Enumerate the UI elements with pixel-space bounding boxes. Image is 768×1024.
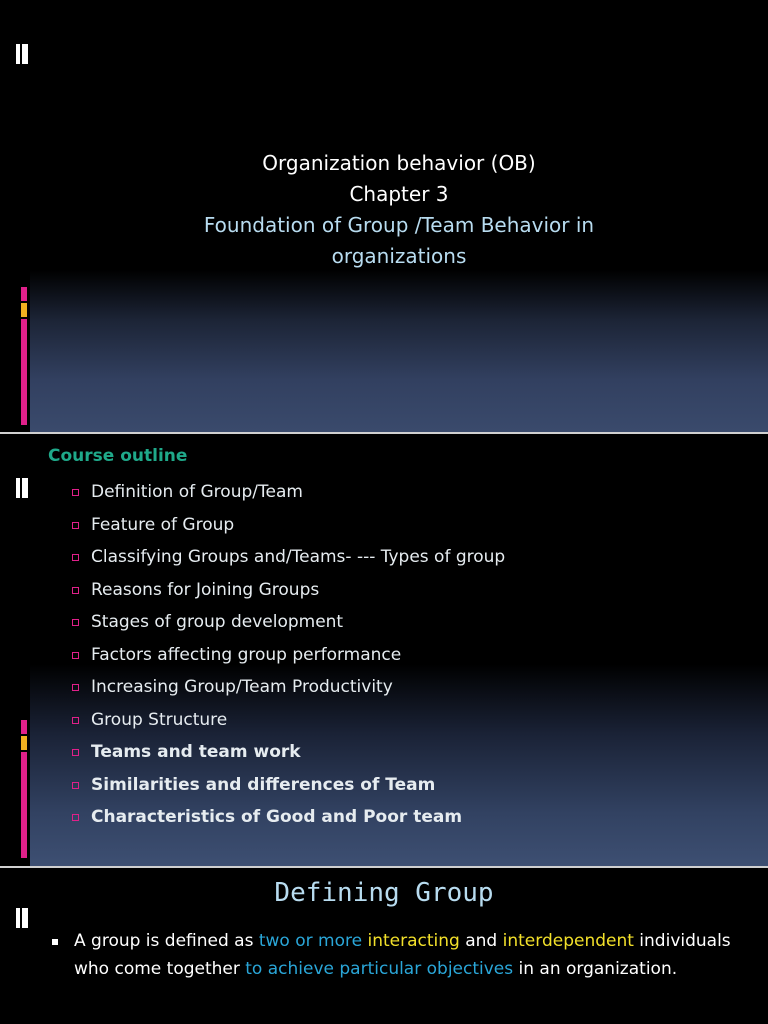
slide-marker-icon: [16, 908, 28, 928]
highlight-interdependent: interdependent: [502, 931, 634, 951]
outline-item: Increasing Group/Team Productivity: [72, 671, 505, 704]
outline-item: Reasons for Joining Groups: [72, 574, 505, 607]
outline-item: Definition of Group/Team: [72, 476, 505, 509]
outline-item: Group Structure: [72, 704, 505, 737]
slide-marker-icon: [16, 478, 28, 498]
slide-marker-icon: [16, 44, 28, 64]
outline-item: Feature of Group: [72, 509, 505, 542]
definition-slide: [0, 868, 768, 1024]
course-title: Organization behavior (OB): [262, 151, 536, 175]
highlight-objectives: to achieve particular objectives: [245, 958, 514, 979]
highlight-two-or-more: two or more: [258, 931, 363, 951]
outline-list: [72, 476, 505, 834]
chapter-subtitle-line2: organizations: [331, 244, 467, 268]
outline-item: Similarities and differences of Team: [72, 769, 505, 802]
outline-item: Factors affecting group performance: [72, 639, 505, 672]
outline-slide: [0, 434, 768, 866]
outline-item: Characteristics of Good and Poor team: [72, 801, 505, 834]
text-run: A group is defined as: [74, 931, 259, 951]
text-run: individuals who come together: [74, 931, 731, 979]
text-run: and: [459, 931, 503, 951]
slide-title: Defining Group: [274, 878, 494, 908]
chapter-label: Chapter 3: [349, 182, 449, 206]
chapter-subtitle-line1: Foundation of Group /Team Behavior in: [203, 213, 595, 237]
highlight-interacting: interacting: [367, 931, 460, 951]
text-run: in an organization.: [513, 958, 678, 979]
title-slide: [0, 0, 768, 432]
accent-bars: [21, 720, 27, 858]
outline-item: Teams and team work: [72, 736, 505, 769]
outline-heading: Course outline: [48, 446, 188, 466]
accent-bars: [21, 287, 27, 425]
title-block: [30, 148, 768, 272]
square-bullet-icon: [52, 939, 58, 945]
definition-text: [74, 928, 764, 983]
outline-item: Classifying Groups and/Teams- --- Types of group: [72, 541, 505, 574]
slide-content: [30, 0, 768, 432]
outline-item: Stages of group development: [72, 606, 505, 639]
